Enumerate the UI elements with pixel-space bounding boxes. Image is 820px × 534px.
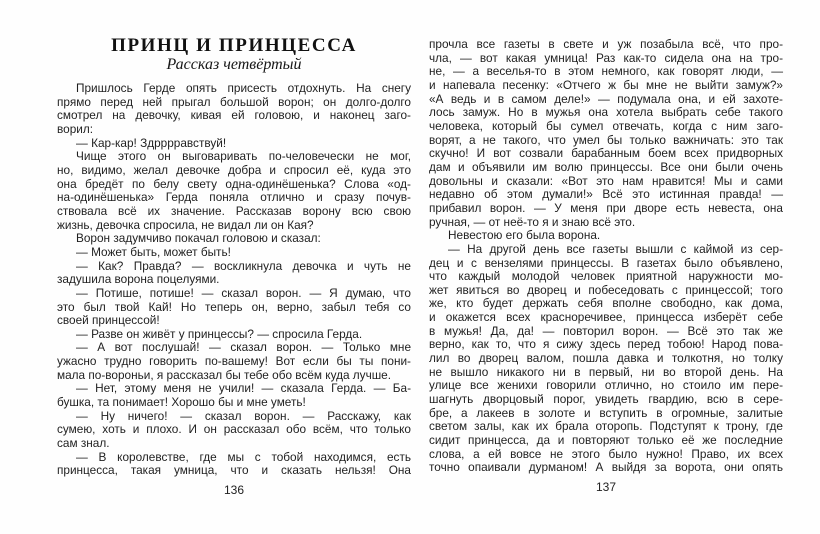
body-line: улице все женихи говорили отлично, но стоило им пере- [429,378,783,393]
body-line: лил во дворец валом, пошла давка и толкотня, но толку [429,351,783,366]
left-page-body [57,82,411,478]
body-line: чла, — вот какая умница! Раз как-то сидела она на тро- [429,50,783,65]
body-line: своей принцессой! [57,313,160,328]
page-number-right: 137 [595,480,617,494]
body-line: не вышло никакого ни в первый, ни во второй день. На [429,364,783,379]
body-line: сидит принцесса, да и повторяют только её же последние [429,433,783,448]
body-line: — Кар-кар! Здрррравствуй! [76,135,227,150]
body-line: точно опаивали дурманом! А выйдя за ворота, они опять [429,460,783,475]
body-line: ствовала всё их значение. Рассказав ворону всю свою [57,203,411,218]
body-line: — Может быть, может быть! [76,244,231,259]
body-line: «А ведь и в самом деле!» — подумала она, и ей захоте- [429,91,783,106]
body-line: бре, а лакеев в золоте и вступить в огромные, залитые [429,405,783,420]
body-line: человека, который бы сумел отвечать, когда с ним заго- [429,118,783,133]
body-line: Невестою его была ворона. [448,228,601,243]
body-line: ворят, а не такого, что умел бы только важничать: это так [429,132,783,147]
body-line: жет явиться во дворец и побеседовать с принцессой; того [429,282,783,297]
right-page [429,0,783,494]
body-line: бушка, та понимает! Хорошо бы и мне уметь! [57,395,306,410]
body-line: дец и с вензелями принцессы. В газетах было объявлено, [429,255,783,270]
body-line: ворил: [57,121,94,136]
body-line: сумею, хоть и плохо. И он рассказал обо всём, что только [57,422,411,437]
body-line: светом залы, как их брала оторопь. Подступят к трону, где [429,419,783,434]
body-line: и напевала песенку: «Отчего ж бы мне не выйти замуж?» [429,77,783,92]
story-subtitle: Рассказ четвёртый [166,56,302,73]
body-line: — Потише, потише! — сказал ворон. — Я думаю, что [76,285,411,300]
body-line: но, видимо, желал девочке добра и спросил её, куда это [57,162,411,177]
body-line: слова, а ей вовсе не этого было нужно! Право, их всех [429,446,783,461]
body-line: прочла все газеты в свете и уж позабыла всё, что про- [429,37,783,51]
body-line: скучно! И вот созвали барабанным боем всех придворных [429,146,783,161]
body-line: смотрел на девочку, кивая ей головою, и наконец заго- [57,108,411,123]
body-line: на-одинёшенька» Герда поняла отлично и сразу почув- [57,190,411,205]
body-line: довольны и сказали: «Вот это нам нравится! Мы и сами [429,173,783,188]
body-line: же, кто будет держать себя вполне свободно, как дома, [429,296,783,311]
body-line: шагнуть дворцовый порог, увидеть гвардию, всю в сере- [429,392,783,407]
body-line: — Нет, этому меня не учили! — сказала Герда. — Ба- [76,381,411,396]
body-line: ужасно трудно говорить по-вашему! Вот если бы ты пони- [57,354,411,369]
body-line: Пришлось Герде опять присесть отдохнуть. На снегу [76,81,411,95]
body-line: это был твой Кай! Но теперь он, верно, забыл тебя со [57,299,411,314]
body-line: сам знал. [57,436,110,451]
body-line: мала по-вороньи, я рассказал бы тебе обо всём куда лучше. [57,367,392,382]
right-page-body [429,38,783,475]
body-line: — Как? Правда? — воскликнула девочка и чуть не [76,258,411,273]
body-line: Ворон задумчиво покачал головою и сказал: [76,231,321,246]
body-line: — На другой день все газеты вышли с каймой из сер- [448,241,783,256]
body-line: недавно об этом думали!» Всё это истинная правда! — [429,187,783,202]
body-line: прямо перед ней прыгал большой ворон; он долго-долго [57,94,411,109]
body-line: — Разве он живёт у принцессы? — спросила Герда. [76,326,363,341]
story-title: ПРИНЦ И ПРИНЦЕССА [111,35,357,56]
body-line: ручная, — от неё-то я и знаю всё это. [429,214,636,229]
body-line: лось замуж. Но в мужья она хотела выбрать себе такого [429,105,783,120]
body-line: — А вот послушай! — сказал ворон. — Только мне [76,340,411,355]
body-line: что каждый молодой человек приятной наружности мо- [429,269,783,284]
body-line: — В королевстве, где мы с тобой находимся, есть [76,449,411,464]
body-line: не, — а веселья-то в этом немного, как говорят люди, — [429,64,783,79]
body-line: задушила ворона поцелуями. [57,272,220,287]
body-line: Чище этого он выговаривать по-человечески не мог, [76,149,411,164]
page-number-left: 136 [223,483,245,498]
body-line: жизнь, девочка спросила, не видал ли он Кая? [57,217,314,232]
body-line: принцесса, такая умница, что и сказать нельзя! Она [57,463,411,478]
body-line: прибавил ворон. — У меня при дворе есть невеста, она [429,200,783,215]
body-line: верно, как то, что я сижу здесь перед тобою! Народ пова- [429,337,783,352]
body-line: она бредёт по белу свету одна-одинёшенька? Слова «од- [57,176,411,191]
body-line: — Ну ничего! — сказал ворон. — Расскажу, как [76,408,411,423]
left-page [57,0,411,497]
body-line: в мужья! Да, да! — повторил ворон. — Всё это так же [429,323,783,338]
body-line: и окажется всех красноречивее, принцесса изберёт себе [429,310,783,325]
body-line: дам и объявили им волю принцессы. Все они были очень [429,159,783,174]
